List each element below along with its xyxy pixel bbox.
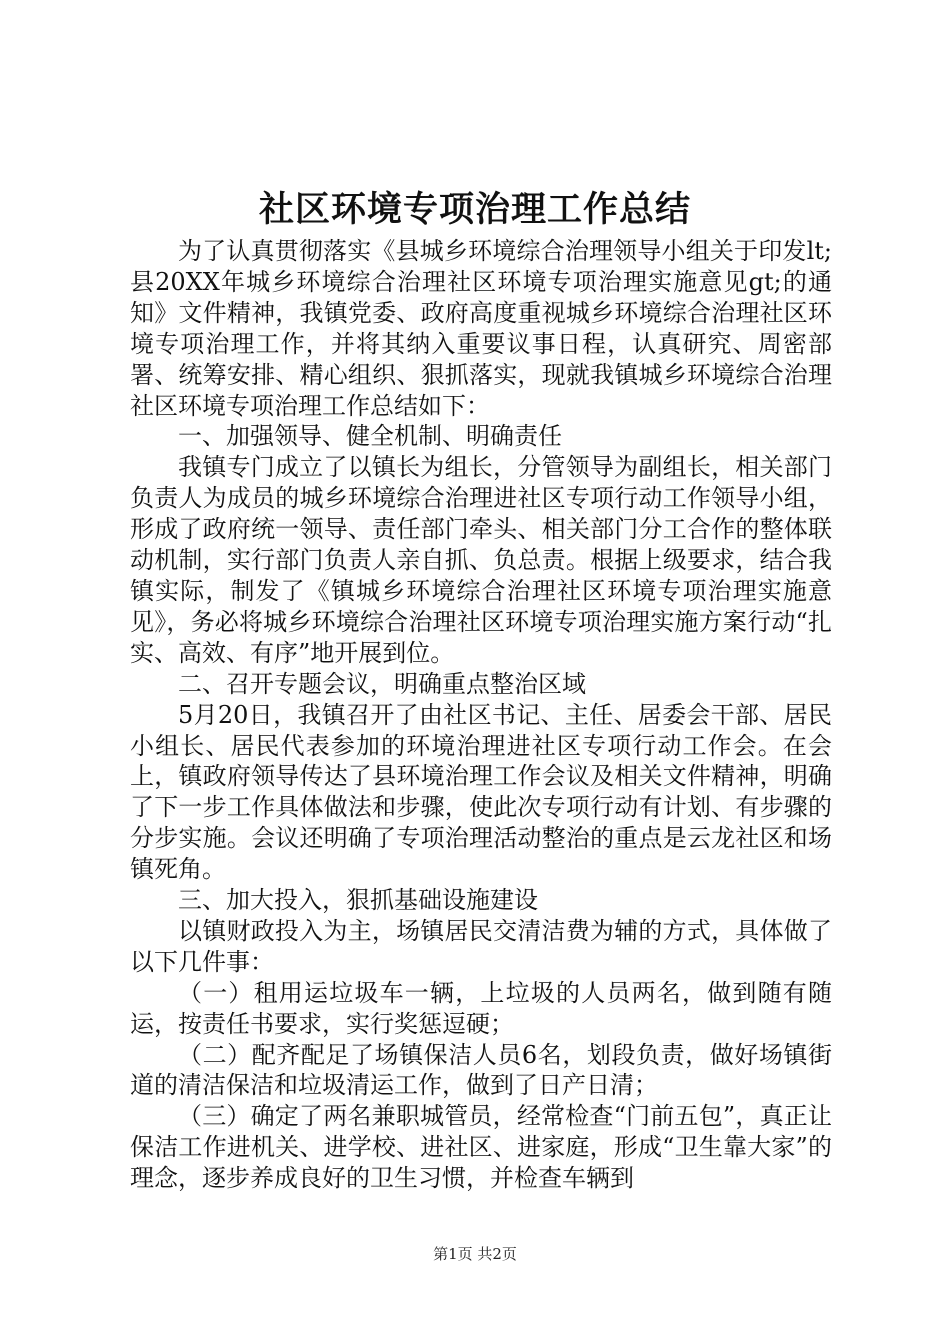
document-body — [130, 236, 832, 1194]
list-item-3: （三）确定了两名兼职城管员，经常检查“门前五包”，真正让保洁工作进机关、进学校、进社区、进家庭，形成“卫生靠大家”的理念，逐步养成良好的卫生习惯，并检查车辆到 — [130, 1102, 832, 1193]
section-heading-1: 一、加强领导、健全机制、明确责任 — [178, 422, 562, 451]
section-paragraph-2: 5月20日，我镇召开了由社区书记、主任、居委会干部、居民小组长、居民代表参加的环境治理进社区专项行动工作会。在会上，镇政府领导传达了县环境治理工作会议及相关文件精神，明确了下一步工作具体做法和步骤，使此次专项行动有计划、有步骤的分步实施。会议还明确了专项治理活动整治的重点是云龙社区和场镇死角。 — [130, 700, 832, 884]
section-paragraph-3: 以镇财政投入为主，场镇居民交清洁费为辅的方式，具体做了以下几件事： — [130, 916, 832, 976]
section-heading-2: 二、召开专题会议，明确重点整治区域 — [178, 669, 586, 698]
page-number-footer: 第1页 共2页 — [433, 1245, 517, 1263]
list-item-1: （一）租用运垃圾车一辆，上垃圾的人员两名，做到随有随运，按责任书要求，实行奖惩逗硬； — [130, 978, 832, 1038]
intro-paragraph: 为了认真贯彻落实《县城乡环境综合治理领导小组关于印发lt;县20XX年城乡环境综合治理社区环境专项治理实施意见gt;的通知》文件精神，我镇党委、政府高度重视城乡环境综合治理社区环境专项治理工作，并将其纳入重要议事日程，认真研究、周密部署、统筹安排、精心组织、狠抓落实，现就我镇城乡环境综合治理社区环境专项治理工作总结如下： — [130, 237, 832, 420]
section-paragraph-1: 我镇专门成立了以镇长为组长，分管领导为副组长，相关部门负责人为成员的城乡环境综合治理进社区专项行动工作领导小组，形成了政府统一领导、责任部门牵头、相关部门分工合作的整体联动机制，实行部门负责人亲自抓、负总责。根据上级要求，结合我镇实际，制发了《镇城乡环境综合治理社区环境专项治理实施意见》，务必将城乡环境综合治理社区环境专项治理实施方案行动“扎实、高效、有序”地开展到位。 — [130, 453, 832, 667]
list-item-2: （二）配齐配足了场镇保洁人员6名，划段负责，做好场镇街道的清洁保洁和垃圾清运工作，做到了日产日清； — [130, 1040, 832, 1100]
document-title: 社区环境专项治理工作总结 — [258, 189, 691, 230]
section-heading-3: 三、加大投入，狠抓基础设施建设 — [178, 886, 538, 915]
